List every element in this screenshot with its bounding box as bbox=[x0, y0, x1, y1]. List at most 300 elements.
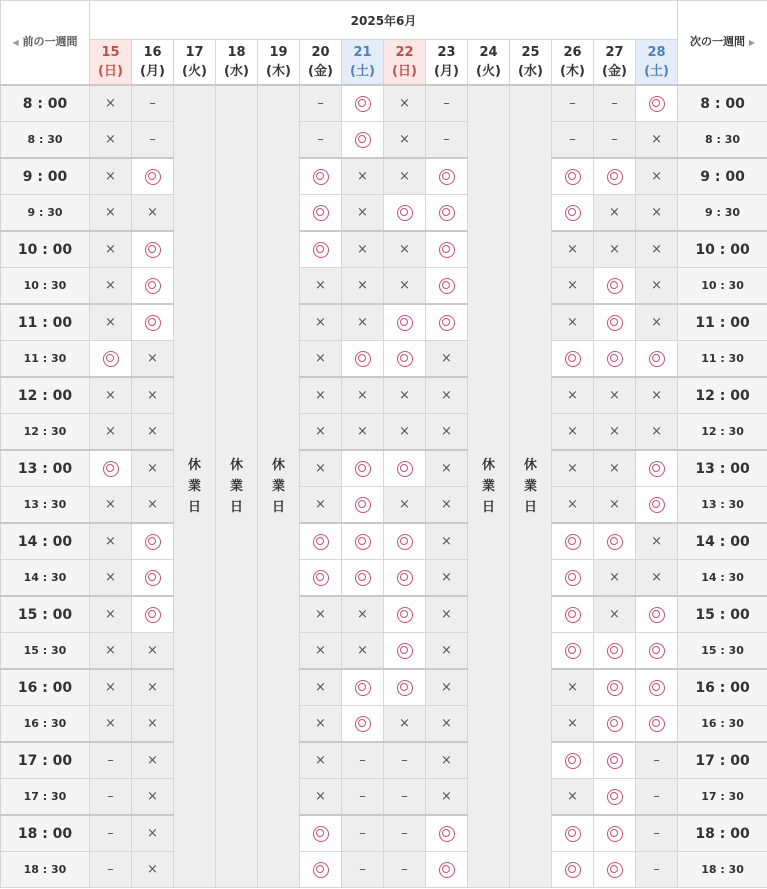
unavailable-slot: – bbox=[552, 122, 594, 159]
full-slot: × bbox=[90, 560, 132, 597]
full-slot: × bbox=[132, 487, 174, 524]
day-number: 26 bbox=[563, 45, 582, 60]
available-slot[interactable] bbox=[384, 669, 426, 706]
time-slot-row bbox=[1, 450, 767, 487]
full-slot: × bbox=[132, 742, 174, 779]
full-slot: × bbox=[426, 779, 468, 816]
unavailable-slot: – bbox=[300, 85, 342, 122]
available-slot[interactable] bbox=[636, 341, 678, 378]
full-slot: × bbox=[384, 231, 426, 268]
day-number: 21 bbox=[353, 45, 372, 60]
full-slot: × bbox=[426, 669, 468, 706]
chevron-right-icon: ▶ bbox=[748, 38, 756, 47]
double-circle-icon bbox=[565, 643, 581, 659]
full-slot: × bbox=[300, 487, 342, 524]
available-slot[interactable] bbox=[636, 669, 678, 706]
available-slot[interactable] bbox=[426, 195, 468, 232]
time-label: 11 : 30 bbox=[678, 341, 767, 378]
available-slot[interactable] bbox=[636, 706, 678, 743]
double-circle-icon bbox=[145, 534, 161, 550]
closed-day-cell: 休 業 日 bbox=[174, 85, 216, 888]
day-of-week: (日) bbox=[98, 64, 123, 79]
full-slot: × bbox=[426, 596, 468, 633]
available-slot[interactable] bbox=[594, 742, 636, 779]
time-label: 15 : 30 bbox=[1, 633, 90, 670]
unavailable-slot: – bbox=[384, 815, 426, 852]
time-slot-row bbox=[1, 852, 767, 888]
day-number: 28 bbox=[647, 45, 666, 60]
day-header-25 bbox=[510, 40, 552, 86]
double-circle-icon bbox=[355, 351, 371, 367]
full-slot: × bbox=[426, 414, 468, 451]
double-circle-icon bbox=[439, 826, 455, 842]
double-circle-icon bbox=[439, 205, 455, 221]
full-slot: × bbox=[594, 596, 636, 633]
available-slot[interactable] bbox=[342, 560, 384, 597]
double-circle-icon bbox=[607, 826, 623, 842]
available-slot[interactable] bbox=[384, 560, 426, 597]
available-slot[interactable] bbox=[426, 304, 468, 341]
double-circle-icon bbox=[355, 716, 371, 732]
double-circle-icon bbox=[439, 278, 455, 294]
time-label: 13 : 00 bbox=[1, 450, 90, 487]
full-slot: × bbox=[552, 304, 594, 341]
available-slot[interactable] bbox=[132, 560, 174, 597]
available-slot[interactable] bbox=[636, 487, 678, 524]
full-slot: × bbox=[300, 596, 342, 633]
time-label: 18 : 00 bbox=[678, 815, 767, 852]
available-slot[interactable] bbox=[90, 450, 132, 487]
double-circle-icon bbox=[649, 351, 665, 367]
full-slot: × bbox=[552, 268, 594, 305]
closed-day-cell: 休 業 日 bbox=[468, 85, 510, 888]
double-circle-icon bbox=[607, 753, 623, 769]
available-slot[interactable] bbox=[552, 195, 594, 232]
available-slot[interactable] bbox=[594, 341, 636, 378]
available-slot[interactable] bbox=[342, 341, 384, 378]
double-circle-icon bbox=[355, 680, 371, 696]
time-label: 12 : 30 bbox=[678, 414, 767, 451]
time-label: 8 : 00 bbox=[1, 85, 90, 122]
full-slot: × bbox=[132, 414, 174, 451]
available-slot[interactable] bbox=[636, 450, 678, 487]
time-label: 10 : 00 bbox=[678, 231, 767, 268]
full-slot: × bbox=[342, 268, 384, 305]
available-slot[interactable] bbox=[342, 122, 384, 159]
full-slot: × bbox=[594, 414, 636, 451]
full-slot: × bbox=[636, 304, 678, 341]
double-circle-icon bbox=[565, 570, 581, 586]
available-slot[interactable] bbox=[384, 523, 426, 560]
time-slot-row bbox=[1, 341, 767, 378]
full-slot: × bbox=[552, 450, 594, 487]
unavailable-slot: – bbox=[636, 815, 678, 852]
time-label: 9 : 30 bbox=[678, 195, 767, 232]
available-slot[interactable] bbox=[552, 523, 594, 560]
day-of-week: (土) bbox=[644, 64, 669, 79]
day-header-21 bbox=[342, 40, 384, 86]
full-slot: × bbox=[636, 377, 678, 414]
full-slot: × bbox=[342, 596, 384, 633]
available-slot[interactable] bbox=[300, 560, 342, 597]
time-slot-row bbox=[1, 742, 767, 779]
full-slot: × bbox=[552, 414, 594, 451]
time-label: 9 : 00 bbox=[678, 158, 767, 195]
available-slot[interactable] bbox=[594, 158, 636, 195]
available-slot[interactable] bbox=[552, 633, 594, 670]
day-header-17 bbox=[174, 40, 216, 86]
double-circle-icon bbox=[397, 461, 413, 477]
available-slot[interactable] bbox=[594, 633, 636, 670]
available-slot[interactable] bbox=[426, 815, 468, 852]
full-slot: × bbox=[342, 633, 384, 670]
available-slot[interactable] bbox=[636, 85, 678, 122]
time-label: 16 : 00 bbox=[678, 669, 767, 706]
full-slot: × bbox=[384, 158, 426, 195]
available-slot[interactable] bbox=[426, 158, 468, 195]
available-slot[interactable] bbox=[132, 596, 174, 633]
full-slot: × bbox=[90, 706, 132, 743]
double-circle-icon bbox=[649, 497, 665, 513]
full-slot: × bbox=[132, 633, 174, 670]
full-slot: × bbox=[384, 706, 426, 743]
full-slot: × bbox=[636, 523, 678, 560]
full-slot: × bbox=[90, 268, 132, 305]
available-slot[interactable] bbox=[636, 596, 678, 633]
month-title: 2025年6月 bbox=[90, 1, 678, 40]
available-slot[interactable] bbox=[384, 596, 426, 633]
available-slot[interactable] bbox=[132, 158, 174, 195]
day-of-week: (金) bbox=[602, 64, 627, 79]
available-slot[interactable] bbox=[552, 596, 594, 633]
day-number: 27 bbox=[605, 45, 624, 60]
time-slot-row bbox=[1, 779, 767, 816]
double-circle-icon bbox=[565, 607, 581, 623]
unavailable-slot: – bbox=[90, 742, 132, 779]
double-circle-icon bbox=[565, 862, 581, 878]
double-circle-icon bbox=[397, 643, 413, 659]
full-slot: × bbox=[426, 450, 468, 487]
unavailable-slot: – bbox=[342, 852, 384, 888]
double-circle-icon bbox=[607, 716, 623, 732]
full-slot: × bbox=[90, 231, 132, 268]
double-circle-icon bbox=[145, 315, 161, 331]
full-slot: × bbox=[426, 560, 468, 597]
chevron-left-icon: ◀ bbox=[12, 38, 19, 47]
full-slot: × bbox=[300, 268, 342, 305]
prev-week-button[interactable] bbox=[1, 1, 90, 86]
day-of-week: (金) bbox=[308, 64, 333, 79]
available-slot[interactable] bbox=[552, 158, 594, 195]
time-label: 9 : 00 bbox=[1, 158, 90, 195]
double-circle-icon bbox=[145, 242, 161, 258]
available-slot[interactable] bbox=[132, 231, 174, 268]
full-slot: × bbox=[426, 377, 468, 414]
full-slot: × bbox=[132, 779, 174, 816]
time-slot-row bbox=[1, 158, 767, 195]
day-number: 23 bbox=[437, 45, 456, 60]
available-slot[interactable] bbox=[342, 487, 384, 524]
available-slot[interactable] bbox=[594, 852, 636, 888]
full-slot: × bbox=[300, 414, 342, 451]
available-slot[interactable] bbox=[132, 523, 174, 560]
available-slot[interactable] bbox=[426, 231, 468, 268]
double-circle-icon bbox=[607, 862, 623, 878]
time-label: 13 : 30 bbox=[1, 487, 90, 524]
unavailable-slot: – bbox=[132, 85, 174, 122]
double-circle-icon bbox=[439, 862, 455, 878]
full-slot: × bbox=[384, 85, 426, 122]
unavailable-slot: – bbox=[636, 742, 678, 779]
double-circle-icon bbox=[313, 826, 329, 842]
double-circle-icon bbox=[565, 753, 581, 769]
time-label: 16 : 00 bbox=[1, 669, 90, 706]
available-slot[interactable] bbox=[342, 523, 384, 560]
day-header-28 bbox=[636, 40, 678, 86]
time-label: 8 : 30 bbox=[1, 122, 90, 159]
double-circle-icon bbox=[607, 351, 623, 367]
unavailable-slot: – bbox=[636, 852, 678, 888]
available-slot[interactable] bbox=[552, 560, 594, 597]
time-label: 17 : 30 bbox=[1, 779, 90, 816]
available-slot[interactable] bbox=[132, 268, 174, 305]
available-slot[interactable] bbox=[90, 341, 132, 378]
time-label: 16 : 30 bbox=[1, 706, 90, 743]
time-label: 16 : 30 bbox=[678, 706, 767, 743]
time-slot-row bbox=[1, 195, 767, 232]
full-slot: × bbox=[300, 706, 342, 743]
double-circle-icon bbox=[355, 96, 371, 112]
time-slot-row bbox=[1, 268, 767, 305]
full-slot: × bbox=[552, 377, 594, 414]
full-slot: × bbox=[342, 231, 384, 268]
time-label: 17 : 00 bbox=[1, 742, 90, 779]
full-slot: × bbox=[132, 815, 174, 852]
full-slot: × bbox=[384, 414, 426, 451]
day-header-20 bbox=[300, 40, 342, 86]
time-label: 8 : 00 bbox=[678, 85, 767, 122]
double-circle-icon bbox=[607, 278, 623, 294]
available-slot[interactable] bbox=[552, 852, 594, 888]
day-header-16 bbox=[132, 40, 174, 86]
double-circle-icon bbox=[355, 570, 371, 586]
time-slot-row bbox=[1, 633, 767, 670]
day-of-week: (火) bbox=[182, 64, 207, 79]
time-slot-row bbox=[1, 706, 767, 743]
full-slot: × bbox=[300, 633, 342, 670]
double-circle-icon bbox=[313, 570, 329, 586]
double-circle-icon bbox=[397, 351, 413, 367]
full-slot: × bbox=[636, 195, 678, 232]
time-label: 13 : 30 bbox=[678, 487, 767, 524]
full-slot: × bbox=[300, 304, 342, 341]
full-slot: × bbox=[342, 304, 384, 341]
time-slot-row bbox=[1, 414, 767, 451]
double-circle-icon bbox=[565, 826, 581, 842]
available-slot[interactable] bbox=[426, 268, 468, 305]
available-slot[interactable] bbox=[594, 268, 636, 305]
unavailable-slot: – bbox=[384, 779, 426, 816]
unavailable-slot: – bbox=[132, 122, 174, 159]
available-slot[interactable] bbox=[552, 815, 594, 852]
day-of-week: (火) bbox=[476, 64, 501, 79]
double-circle-icon bbox=[649, 680, 665, 696]
unavailable-slot: – bbox=[594, 122, 636, 159]
double-circle-icon bbox=[397, 570, 413, 586]
day-number: 19 bbox=[269, 45, 288, 60]
double-circle-icon bbox=[397, 205, 413, 221]
full-slot: × bbox=[594, 195, 636, 232]
unavailable-slot: – bbox=[384, 852, 426, 888]
available-slot[interactable] bbox=[300, 815, 342, 852]
closed-day-cell: 休 業 日 bbox=[216, 85, 258, 888]
double-circle-icon bbox=[439, 169, 455, 185]
available-slot[interactable] bbox=[636, 633, 678, 670]
full-slot: × bbox=[90, 487, 132, 524]
time-label: 14 : 30 bbox=[678, 560, 767, 597]
available-slot[interactable] bbox=[426, 852, 468, 888]
double-circle-icon bbox=[649, 461, 665, 477]
double-circle-icon bbox=[439, 315, 455, 331]
time-label: 18 : 00 bbox=[1, 815, 90, 852]
full-slot: × bbox=[90, 523, 132, 560]
available-slot[interactable] bbox=[300, 195, 342, 232]
available-slot[interactable] bbox=[342, 669, 384, 706]
time-label: 10 : 30 bbox=[678, 268, 767, 305]
available-slot[interactable] bbox=[594, 304, 636, 341]
full-slot: × bbox=[90, 158, 132, 195]
time-slot-row bbox=[1, 669, 767, 706]
unavailable-slot: – bbox=[300, 122, 342, 159]
available-slot[interactable] bbox=[384, 341, 426, 378]
full-slot: × bbox=[132, 669, 174, 706]
time-slot-row bbox=[1, 523, 767, 560]
full-slot: × bbox=[384, 268, 426, 305]
day-header-23 bbox=[426, 40, 468, 86]
full-slot: × bbox=[90, 304, 132, 341]
double-circle-icon bbox=[103, 351, 119, 367]
day-number: 15 bbox=[101, 45, 120, 60]
full-slot: × bbox=[594, 377, 636, 414]
available-slot[interactable] bbox=[342, 85, 384, 122]
double-circle-icon bbox=[145, 607, 161, 623]
time-label: 14 : 30 bbox=[1, 560, 90, 597]
day-header-26 bbox=[552, 40, 594, 86]
time-label: 15 : 00 bbox=[1, 596, 90, 633]
unavailable-slot: – bbox=[90, 779, 132, 816]
available-slot[interactable] bbox=[132, 304, 174, 341]
time-slot-row bbox=[1, 487, 767, 524]
full-slot: × bbox=[594, 231, 636, 268]
full-slot: × bbox=[426, 341, 468, 378]
available-slot[interactable] bbox=[594, 779, 636, 816]
double-circle-icon bbox=[565, 169, 581, 185]
double-circle-icon bbox=[607, 789, 623, 805]
available-slot[interactable] bbox=[594, 523, 636, 560]
available-slot[interactable] bbox=[384, 304, 426, 341]
double-circle-icon bbox=[103, 461, 119, 477]
full-slot: × bbox=[90, 195, 132, 232]
full-slot: × bbox=[552, 487, 594, 524]
unavailable-slot: – bbox=[342, 779, 384, 816]
double-circle-icon bbox=[355, 534, 371, 550]
full-slot: × bbox=[636, 560, 678, 597]
full-slot: × bbox=[384, 122, 426, 159]
double-circle-icon bbox=[607, 643, 623, 659]
unavailable-slot: – bbox=[384, 742, 426, 779]
time-label: 11 : 00 bbox=[678, 304, 767, 341]
time-label: 18 : 30 bbox=[1, 852, 90, 888]
time-label: 9 : 30 bbox=[1, 195, 90, 232]
available-slot[interactable] bbox=[300, 523, 342, 560]
double-circle-icon bbox=[607, 169, 623, 185]
double-circle-icon bbox=[313, 242, 329, 258]
time-slot-grid bbox=[1, 85, 767, 888]
day-of-week: (日) bbox=[392, 64, 417, 79]
double-circle-icon bbox=[565, 205, 581, 221]
time-label: 15 : 30 bbox=[678, 633, 767, 670]
double-circle-icon bbox=[397, 607, 413, 623]
available-slot[interactable] bbox=[552, 341, 594, 378]
time-label: 10 : 30 bbox=[1, 268, 90, 305]
day-of-week: (木) bbox=[560, 64, 585, 79]
day-of-week: (月) bbox=[434, 64, 459, 79]
full-slot: × bbox=[426, 706, 468, 743]
available-slot[interactable] bbox=[384, 450, 426, 487]
time-slot-row bbox=[1, 85, 767, 122]
time-slot-row bbox=[1, 596, 767, 633]
day-header-27 bbox=[594, 40, 636, 86]
available-slot[interactable] bbox=[300, 852, 342, 888]
full-slot: × bbox=[426, 523, 468, 560]
available-slot[interactable] bbox=[384, 633, 426, 670]
time-slot-row bbox=[1, 815, 767, 852]
full-slot: × bbox=[552, 231, 594, 268]
double-circle-icon bbox=[649, 643, 665, 659]
double-circle-icon bbox=[355, 132, 371, 148]
time-label: 17 : 00 bbox=[678, 742, 767, 779]
available-slot[interactable] bbox=[342, 706, 384, 743]
time-slot-row bbox=[1, 122, 767, 159]
available-slot[interactable] bbox=[300, 231, 342, 268]
double-circle-icon bbox=[607, 680, 623, 696]
unavailable-slot: – bbox=[342, 815, 384, 852]
double-circle-icon bbox=[397, 534, 413, 550]
time-label: 15 : 00 bbox=[678, 596, 767, 633]
unavailable-slot: – bbox=[342, 742, 384, 779]
day-number: 25 bbox=[521, 45, 540, 60]
day-number: 17 bbox=[185, 45, 204, 60]
available-slot[interactable] bbox=[594, 815, 636, 852]
full-slot: × bbox=[342, 195, 384, 232]
full-slot: × bbox=[132, 450, 174, 487]
available-slot[interactable] bbox=[342, 450, 384, 487]
full-slot: × bbox=[636, 414, 678, 451]
day-number: 20 bbox=[311, 45, 330, 60]
next-week-button[interactable] bbox=[678, 1, 767, 86]
available-slot[interactable] bbox=[594, 669, 636, 706]
time-label: 12 : 00 bbox=[678, 377, 767, 414]
double-circle-icon bbox=[397, 680, 413, 696]
double-circle-icon bbox=[439, 242, 455, 258]
available-slot[interactable] bbox=[594, 706, 636, 743]
closed-day-cell: 休 業 日 bbox=[258, 85, 300, 888]
available-slot[interactable] bbox=[384, 195, 426, 232]
available-slot[interactable] bbox=[552, 742, 594, 779]
double-circle-icon bbox=[313, 534, 329, 550]
available-slot[interactable] bbox=[300, 158, 342, 195]
double-circle-icon bbox=[145, 169, 161, 185]
